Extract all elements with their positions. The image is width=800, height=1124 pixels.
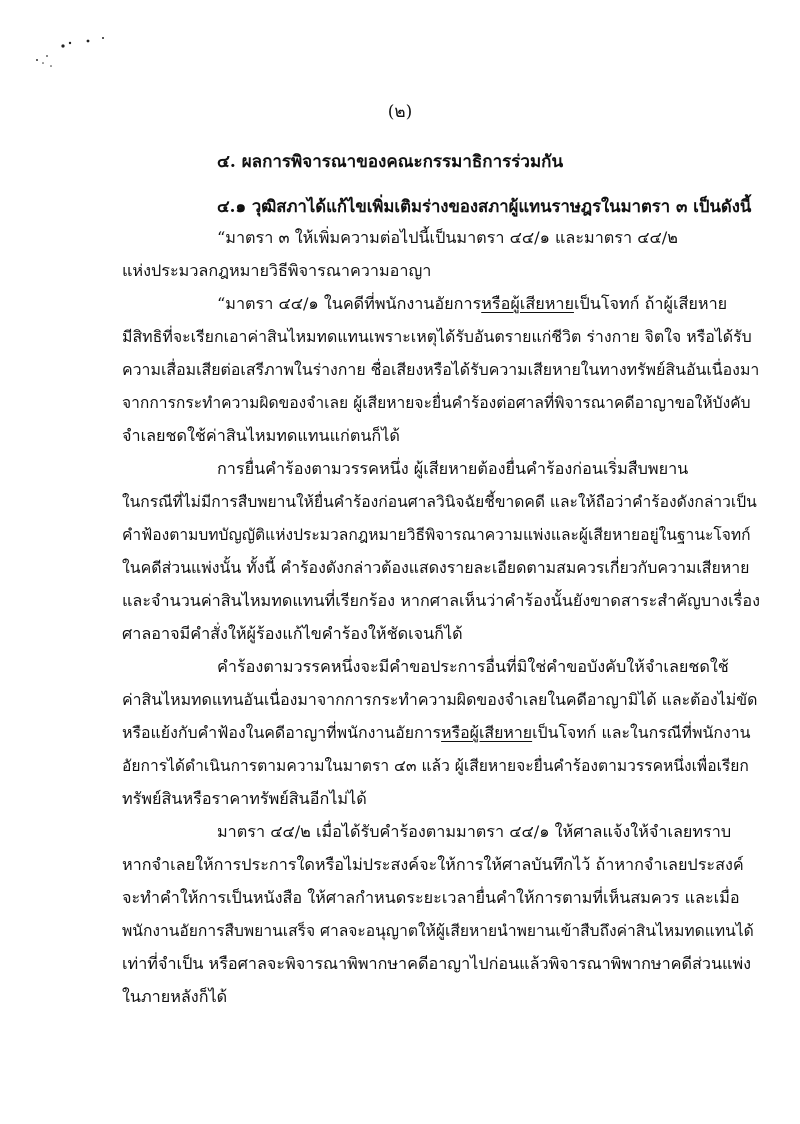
intro-line-1: “มาตรา ๓ ให้เพิ่มความต่อไปนี้เป็นมาตรา ๔๔/๑ และมาตรา ๔๔/๒ — [217, 228, 678, 247]
text-segment: หรือแย้งกับคำฟ้องในคดีอาญาที่พนักงานอัยการ — [122, 723, 442, 742]
paragraph-line: ในภายหลังก็ได้ — [122, 987, 228, 1006]
paragraph-line: ศาลอาจมีคำสั่งให้ผู้ร้องแก้ไขคำร้องให้ชัดเจนก็ได้ — [122, 624, 463, 643]
section-heading: ๔. ผลการพิจารณาของคณะกรรมาธิการร่วมกัน — [217, 152, 564, 172]
underlined-text: หรือผู้เสียหาย — [481, 294, 574, 313]
scan-specks-decoration — [25, 30, 115, 80]
paragraph-line: คำฟ้องตามบทบัญญัติแห่งประมวลกฎหมายวิธีพิจารณาความแพ่งและผู้เสียหายอยู่ในฐานะโจทก์ — [122, 526, 751, 544]
subsection-heading: ๔.๑ วุฒิสภาได้แก้ไขเพิ่มเติมร่างของสภาผู้แทนราษฎรในมาตรา ๓ เป็นดังนี้ — [217, 196, 752, 216]
paragraph-line-underlined — [122, 721, 751, 745]
paragraph-line: ค่าสินไหมทดแทนอันเนื่องมาจากการกระทำความผิดของจำเลยในคดีอาญามิได้ และต้องไม่ขัด — [122, 690, 758, 709]
paragraph-line: จากการกระทำความผิดของจำเลย ผู้เสียหายจะยื่นคำร้องต่อศาลที่พิจารณาคดีอาญาขอให้บังคับ — [122, 394, 751, 412]
text-segment: “มาตรา ๔๔/๑ ในคดีที่พนักงานอัยการ — [217, 294, 482, 313]
paragraph-line: ทรัพย์สินหรือราคาทรัพย์สินอีกไม่ได้ — [122, 789, 367, 808]
underlined-text: หรือผู้เสียหาย — [441, 723, 533, 742]
paragraph-line: คำร้องตามวรรคหนึ่งจะมีคำขอประการอื่นที่มิใช่คำขอบังคับให้จำเลยชดใช้ — [217, 657, 729, 676]
paragraph-line: ในคดีส่วนแพ่งนั้น ทั้งนี้ คำร้องดังกล่าวต้องแสดงรายละเอียดตามสมควรเกี่ยวกับความเสียหาย — [122, 558, 750, 577]
paragraph-line: และจำนวนค่าสินไหมทดแทนที่เรียกร้อง หากศาลเห็นว่าคำร้องนั้นยังขาดสาระสำคัญบางเรื่อง — [122, 591, 760, 610]
paragraph-line: มีสิทธิที่จะเรียกเอาค่าสินไหมทดแทนเพราะเหตุได้รับอันตรายแก่ชีวิต ร่างกาย จิตใจ หรือได้รับ — [122, 327, 752, 346]
paragraph-line: ความเสื่อมเสียต่อเสรีภาพในร่างกาย ชื่อเสียงหรือได้รับความเสียหายในทางทรัพย์สินอันเนื่องมา — [122, 360, 760, 379]
text-segment: เป็นโจทก์ ถ้าผู้เสียหาย — [573, 294, 728, 313]
paragraph-line: หากจำเลยให้การประการใดหรือไม่ประสงค์จะให้การให้ศาลบันทึกไว้ ถ้าหากจำเลยประสงค์ — [122, 855, 744, 874]
paragraph-line: จำเลยชดใช้ค่าสินไหมทดแทนแก่ตนก็ได้ — [122, 426, 400, 445]
paragraph-line: การยื่นคำร้องตามวรรคหนึ่ง ผู้เสียหายต้องยื่นคำร้องก่อนเริ่มสืบพยาน — [217, 459, 689, 478]
section-44-1-first-line — [217, 292, 727, 316]
paragraph-line: เท่าที่จำเป็น หรือศาลจะพิจารณาพิพากษาคดีอาญาไปก่อนแล้วพิจารณาพิพากษาคดีส่วนแพ่ง — [122, 954, 752, 973]
paragraph-line: จะทำคำให้การเป็นหนังสือ ให้ศาลกำหนดระยะเวลายื่นคำให้การตามที่เห็นสมควร และเมื่อ — [122, 888, 740, 907]
paragraph-line: พนักงานอัยการสืบพยานเสร็จ ศาลจะอนุญาตให้ผู้เสียหายนำพยานเข้าสืบถึงค่าสินไหมทดแทนได้ — [122, 922, 754, 940]
intro-line-2: แห่งประมวลกฎหมายวิธีพิจารณาความอาญา — [122, 261, 432, 280]
paragraph-line: อัยการได้ดำเนินการตามความในมาตรา ๔๓ แล้ว ผู้เสียหายจะยื่นคำร้องตามวรรคหนึ่งเพื่อเรียก — [122, 757, 749, 775]
text-segment: เป็นโจทก์ และในกรณีที่พนักงาน — [532, 723, 751, 742]
page-number: (๒) — [387, 102, 413, 122]
paragraph-line: ในกรณีที่ไม่มีการสืบพยานให้ยื่นคำร้องก่อนศาลวินิจฉัยชี้ขาดคดี และให้ถือว่าคำร้องดังกล่าวเป็น — [122, 493, 757, 511]
section-44-2-first-line: มาตรา ๔๔/๒ เมื่อได้รับคำร้องตามมาตรา ๔๔/๑ ให้ศาลแจ้งให้จำเลยทราบ — [217, 822, 732, 841]
